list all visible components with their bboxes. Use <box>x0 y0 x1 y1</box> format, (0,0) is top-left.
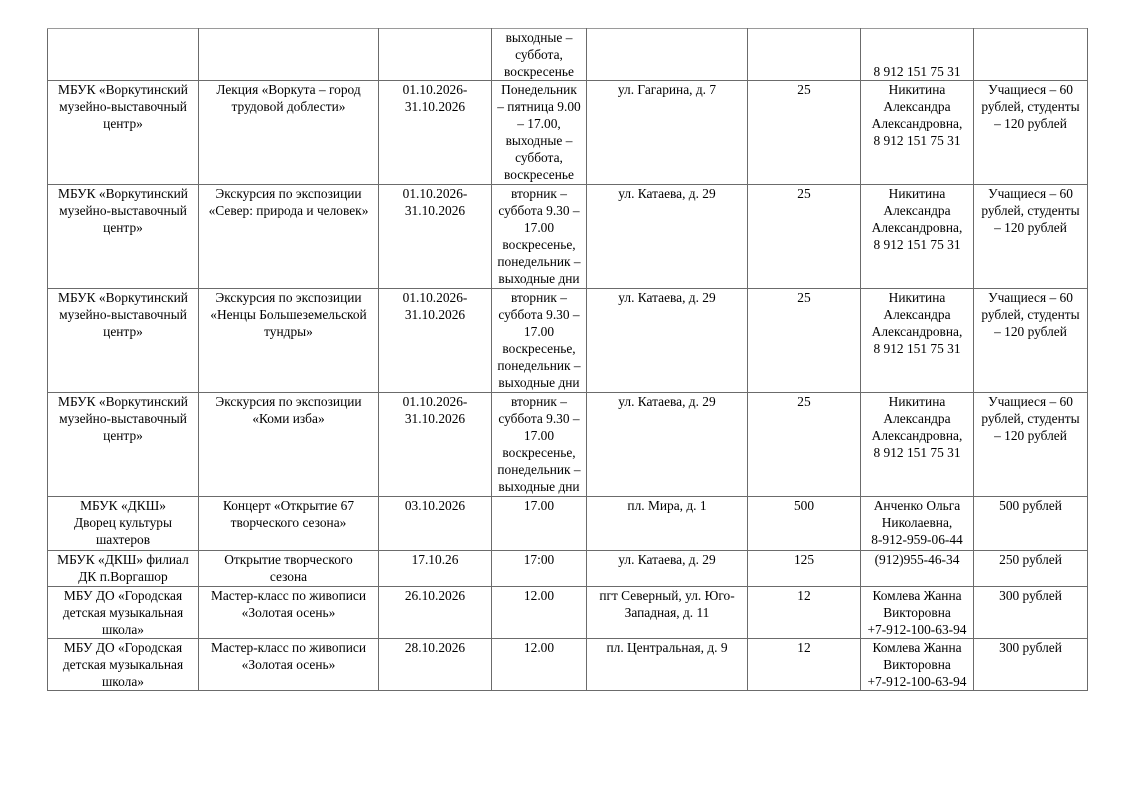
table-row <box>48 29 1088 81</box>
cell-schedule: вторник – суббота 9.30 – 17.00 воскресенье, понедельник – выходные дни <box>492 185 587 289</box>
cell-dates: 01.10.2026- 31.10.2026 <box>379 81 492 185</box>
cell-organizer: МБУК «ДКШ» Дворец культуры шахтеров <box>48 497 199 551</box>
cell-event: Концерт «Открытие 67 творческого сезона» <box>199 497 379 551</box>
cell-schedule: Понедельник – пятница 9.00 – 17.00, выходные – суббота, воскресенье <box>492 81 587 185</box>
cell-schedule: 12.00 <box>492 587 587 639</box>
cell-event: Мастер-класс по живописи «Золотая осень» <box>199 639 379 691</box>
cell-price: Учащиеся – 60 рублей, студенты – 120 рублей <box>974 185 1088 289</box>
table-row <box>48 289 1088 393</box>
cell-dates: 26.10.2026 <box>379 587 492 639</box>
cell-price: Учащиеся – 60 рублей, студенты – 120 рублей <box>974 393 1088 497</box>
cell-organizer <box>48 29 199 81</box>
cell-dates <box>379 29 492 81</box>
cell-contact: Комлева Жанна Викторовна +7-912-100-63-94 <box>861 587 974 639</box>
cell-schedule: вторник – суббота 9.30 – 17.00 воскресенье, понедельник – выходные дни <box>492 393 587 497</box>
cell-dates: 03.10.2026 <box>379 497 492 551</box>
cell-event: Экскурсия по экспозиции «Коми изба» <box>199 393 379 497</box>
cell-schedule: вторник – суббота 9.30 – 17.00 воскресенье, понедельник – выходные дни <box>492 289 587 393</box>
cell-event <box>199 29 379 81</box>
cell-event: Открытие творческого сезона <box>199 551 379 587</box>
cell-dates: 17.10.26 <box>379 551 492 587</box>
cell-capacity: 125 <box>748 551 861 587</box>
table-row <box>48 393 1088 497</box>
cell-schedule: 12.00 <box>492 639 587 691</box>
cell-capacity: 12 <box>748 587 861 639</box>
cell-dates: 01.10.2026- 31.10.2026 <box>379 185 492 289</box>
cell-event: Лекция «Воркута – город трудовой доблести» <box>199 81 379 185</box>
cell-capacity: 25 <box>748 185 861 289</box>
cell-organizer: МБУ ДО «Городская детская музыкальная школа» <box>48 587 199 639</box>
cell-capacity: 25 <box>748 81 861 185</box>
cell-price: Учащиеся – 60 рублей, студенты – 120 рублей <box>974 289 1088 393</box>
cell-dates: 28.10.2026 <box>379 639 492 691</box>
cell-organizer: МБУ ДО «Городская детская музыкальная школа» <box>48 639 199 691</box>
cell-contact: (912)955-46-34 <box>861 551 974 587</box>
cell-capacity: 12 <box>748 639 861 691</box>
cell-schedule: 17.00 <box>492 497 587 551</box>
cell-event: Мастер-класс по живописи «Золотая осень» <box>199 587 379 639</box>
cell-contact: Никитина Александра Александровна, 8 912 151 75 31 <box>861 393 974 497</box>
cell-capacity: 25 <box>748 393 861 497</box>
cell-contact: Комлева Жанна Викторовна +7-912-100-63-94 <box>861 639 974 691</box>
table-row <box>48 587 1088 639</box>
table-row <box>48 639 1088 691</box>
cell-organizer: МБУК «Воркутинский музейно-выставочный центр» <box>48 393 199 497</box>
cell-price: 500 рублей <box>974 497 1088 551</box>
cell-event: Экскурсия по экспозиции «Север: природа и человек» <box>199 185 379 289</box>
cell-price: 300 рублей <box>974 639 1088 691</box>
cell-dates: 01.10.2026- 31.10.2026 <box>379 289 492 393</box>
cell-dates: 01.10.2026- 31.10.2026 <box>379 393 492 497</box>
cell-price: 250 рублей <box>974 551 1088 587</box>
table-row <box>48 551 1088 587</box>
cell-organizer: МБУК «ДКШ» филиал ДК п.Воргашор <box>48 551 199 587</box>
cell-contact: 8 912 151 75 31 <box>861 29 974 81</box>
table-row <box>48 81 1088 185</box>
table-row <box>48 185 1088 289</box>
cell-price: 300 рублей <box>974 587 1088 639</box>
cell-address: пгт Северный, ул. Юго- Западная, д. 11 <box>587 587 748 639</box>
cell-address: ул. Катаева, д. 29 <box>587 393 748 497</box>
table-row <box>48 497 1088 551</box>
cell-organizer: МБУК «Воркутинский музейно-выставочный центр» <box>48 185 199 289</box>
cell-address: пл. Мира, д. 1 <box>587 497 748 551</box>
table-body <box>48 29 1088 691</box>
cell-price: Учащиеся – 60 рублей, студенты – 120 рублей <box>974 81 1088 185</box>
cell-address: ул. Гагарина, д. 7 <box>587 81 748 185</box>
cell-event: Экскурсия по экспозиции «Ненцы Большеземельской тундры» <box>199 289 379 393</box>
events-table <box>47 28 1088 691</box>
cell-capacity <box>748 29 861 81</box>
cell-contact: Никитина Александра Александровна, 8 912 151 75 31 <box>861 81 974 185</box>
cell-price <box>974 29 1088 81</box>
cell-address <box>587 29 748 81</box>
cell-contact: Никитина Александра Александровна, 8 912 151 75 31 <box>861 185 974 289</box>
cell-address: ул. Катаева, д. 29 <box>587 289 748 393</box>
cell-capacity: 500 <box>748 497 861 551</box>
cell-organizer: МБУК «Воркутинский музейно-выставочный центр» <box>48 289 199 393</box>
cell-schedule: 17:00 <box>492 551 587 587</box>
cell-contact: Никитина Александра Александровна, 8 912 151 75 31 <box>861 289 974 393</box>
cell-contact: Анченко Ольга Николаевна, 8-912-959-06-44 <box>861 497 974 551</box>
cell-address: пл. Центральная, д. 9 <box>587 639 748 691</box>
cell-schedule: выходные – суббота, воскресенье <box>492 29 587 81</box>
cell-address: ул. Катаева, д. 29 <box>587 185 748 289</box>
cell-address: ул. Катаева, д. 29 <box>587 551 748 587</box>
cell-organizer: МБУК «Воркутинский музейно-выставочный центр» <box>48 81 199 185</box>
cell-capacity: 25 <box>748 289 861 393</box>
